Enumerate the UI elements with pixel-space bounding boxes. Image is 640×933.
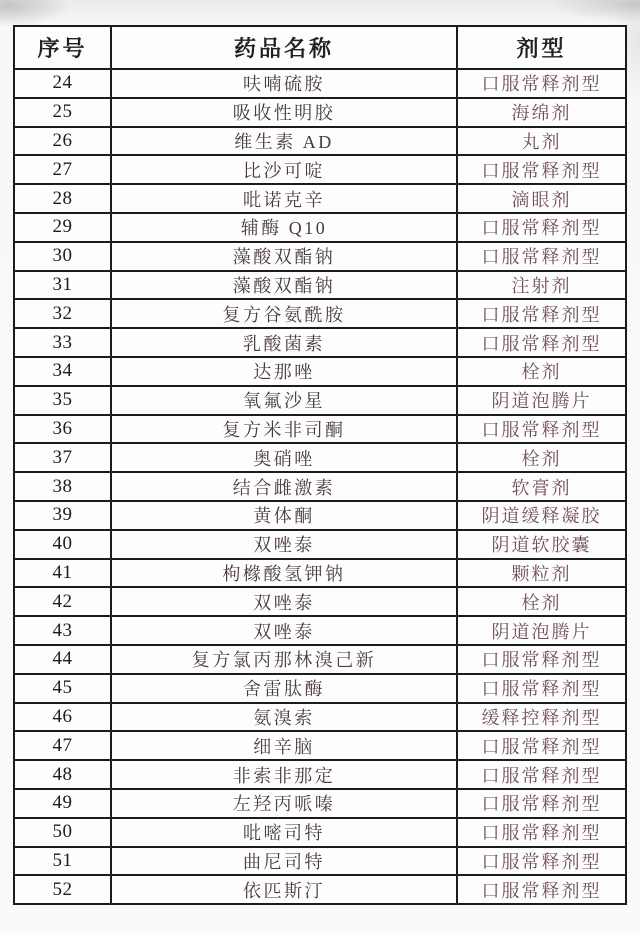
dosage-form-cell: 口服常释剂型 — [457, 299, 626, 328]
drug-name-cell: 复方谷氨酰胺 — [111, 299, 457, 328]
serial-number-cell: 50 — [14, 818, 111, 847]
table-row — [14, 127, 626, 156]
dosage-form-cell: 口服常释剂型 — [457, 242, 626, 271]
serial-number-cell: 28 — [14, 184, 111, 213]
drug-name-cell: 吡诺克辛 — [111, 184, 457, 213]
drug-name-cell: 依匹斯汀 — [111, 875, 457, 904]
table-row — [14, 789, 626, 818]
dosage-form-cell: 缓释控释剂型 — [457, 703, 626, 732]
drug-name-cell: 吡嘧司特 — [111, 818, 457, 847]
serial-number-cell: 41 — [14, 559, 111, 588]
dosage-form-cell: 滴眼剂 — [457, 184, 626, 213]
dosage-form-cell: 栓剂 — [457, 587, 626, 616]
column-header-drug-name: 药品名称 — [111, 26, 457, 69]
table-row — [14, 645, 626, 674]
drug-name-cell: 枸橼酸氢钾钠 — [111, 559, 457, 588]
serial-number-cell: 32 — [14, 299, 111, 328]
table-row — [14, 731, 626, 760]
serial-number-cell: 46 — [14, 703, 111, 732]
table-row — [14, 472, 626, 501]
serial-number-cell: 29 — [14, 213, 111, 242]
drug-name-cell: 左羟丙哌嗪 — [111, 789, 457, 818]
drug-name-cell: 维生素 AD — [111, 127, 457, 156]
table-row — [14, 559, 626, 588]
dosage-form-cell: 口服常释剂型 — [457, 731, 626, 760]
table-row — [14, 674, 626, 703]
dosage-form-cell: 口服常释剂型 — [457, 818, 626, 847]
table-row — [14, 98, 626, 127]
serial-number-cell: 47 — [14, 731, 111, 760]
serial-number-cell: 38 — [14, 472, 111, 501]
serial-number-cell: 42 — [14, 587, 111, 616]
dosage-form-cell: 口服常释剂型 — [457, 155, 626, 184]
serial-number-cell: 40 — [14, 530, 111, 559]
dosage-form-cell: 软膏剂 — [457, 472, 626, 501]
serial-number-cell: 33 — [14, 328, 111, 357]
dosage-form-cell: 阴道泡腾片 — [457, 386, 626, 415]
drug-name-cell: 达那唑 — [111, 357, 457, 386]
serial-number-cell: 52 — [14, 875, 111, 904]
table-row — [14, 155, 626, 184]
dosage-form-cell: 阴道泡腾片 — [457, 616, 626, 645]
drug-name-cell: 黄体酮 — [111, 501, 457, 530]
dosage-form-cell: 注射剂 — [457, 271, 626, 300]
serial-number-cell: 37 — [14, 443, 111, 472]
table-header-row — [14, 26, 626, 69]
drug-name-cell: 辅酶 Q10 — [111, 213, 457, 242]
drug-name-cell: 结合雌激素 — [111, 472, 457, 501]
table-row — [14, 443, 626, 472]
column-header-dosage-form: 剂型 — [457, 26, 626, 69]
dosage-form-cell: 口服常释剂型 — [457, 645, 626, 674]
serial-number-cell: 30 — [14, 242, 111, 271]
drug-name-cell: 乳酸菌素 — [111, 328, 457, 357]
serial-number-cell: 39 — [14, 501, 111, 530]
drug-name-cell: 藻酸双酯钠 — [111, 242, 457, 271]
table-row — [14, 242, 626, 271]
serial-number-cell: 31 — [14, 271, 111, 300]
serial-number-cell: 48 — [14, 760, 111, 789]
drug-name-cell: 非索非那定 — [111, 760, 457, 789]
serial-number-cell: 27 — [14, 155, 111, 184]
dosage-form-cell: 丸剂 — [457, 127, 626, 156]
table-row — [14, 415, 626, 444]
drug-name-cell: 双唑泰 — [111, 530, 457, 559]
table-row — [14, 703, 626, 732]
table-row — [14, 271, 626, 300]
dosage-form-cell: 颗粒剂 — [457, 559, 626, 588]
drug-name-cell: 比沙可啶 — [111, 155, 457, 184]
serial-number-cell: 44 — [14, 645, 111, 674]
drug-name-cell: 双唑泰 — [111, 616, 457, 645]
dosage-form-cell: 阴道软胶囊 — [457, 530, 626, 559]
dosage-form-cell: 阴道缓释凝胶 — [457, 501, 626, 530]
drug-name-cell: 氧氟沙星 — [111, 386, 457, 415]
dosage-form-cell: 口服常释剂型 — [457, 789, 626, 818]
dosage-form-cell: 口服常释剂型 — [457, 213, 626, 242]
table-row — [14, 213, 626, 242]
dosage-form-cell: 口服常释剂型 — [457, 674, 626, 703]
dosage-form-cell: 口服常释剂型 — [457, 328, 626, 357]
table-row — [14, 818, 626, 847]
table-row — [14, 875, 626, 904]
table-row — [14, 760, 626, 789]
table-row — [14, 299, 626, 328]
drug-name-cell: 双唑泰 — [111, 587, 457, 616]
drug-name-cell: 舍雷肽酶 — [111, 674, 457, 703]
serial-number-cell: 49 — [14, 789, 111, 818]
table-row — [14, 69, 626, 98]
table-row — [14, 357, 626, 386]
table-row — [14, 847, 626, 876]
table-row — [14, 184, 626, 213]
serial-number-cell: 24 — [14, 69, 111, 98]
serial-number-cell: 35 — [14, 386, 111, 415]
serial-number-cell: 45 — [14, 674, 111, 703]
dosage-form-cell: 口服常释剂型 — [457, 69, 626, 98]
dosage-form-cell: 口服常释剂型 — [457, 875, 626, 904]
dosage-form-cell: 口服常释剂型 — [457, 847, 626, 876]
serial-number-cell: 43 — [14, 616, 111, 645]
table-row — [14, 616, 626, 645]
dosage-form-cell: 口服常释剂型 — [457, 415, 626, 444]
table-body — [14, 69, 626, 904]
table-row — [14, 328, 626, 357]
table-row — [14, 501, 626, 530]
drug-name-cell: 曲尼司特 — [111, 847, 457, 876]
drug-list-table — [13, 25, 627, 905]
column-header-serial-number: 序号 — [14, 26, 111, 69]
dosage-form-cell: 栓剂 — [457, 443, 626, 472]
drug-name-cell: 复方氯丙那林溴己新 — [111, 645, 457, 674]
drug-name-cell: 呋喃硫胺 — [111, 69, 457, 98]
dosage-form-cell: 海绵剂 — [457, 98, 626, 127]
drug-name-cell: 氨溴索 — [111, 703, 457, 732]
drug-name-cell: 奥硝唑 — [111, 443, 457, 472]
drug-name-cell: 细辛脑 — [111, 731, 457, 760]
drug-name-cell: 吸收性明胶 — [111, 98, 457, 127]
serial-number-cell: 51 — [14, 847, 111, 876]
table-row — [14, 587, 626, 616]
dosage-form-cell: 栓剂 — [457, 357, 626, 386]
serial-number-cell: 26 — [14, 127, 111, 156]
table-row — [14, 530, 626, 559]
serial-number-cell: 25 — [14, 98, 111, 127]
serial-number-cell: 34 — [14, 357, 111, 386]
dosage-form-cell: 口服常释剂型 — [457, 760, 626, 789]
drug-name-cell: 复方米非司酮 — [111, 415, 457, 444]
table-row — [14, 386, 626, 415]
drug-name-cell: 藻酸双酯钠 — [111, 271, 457, 300]
serial-number-cell: 36 — [14, 415, 111, 444]
